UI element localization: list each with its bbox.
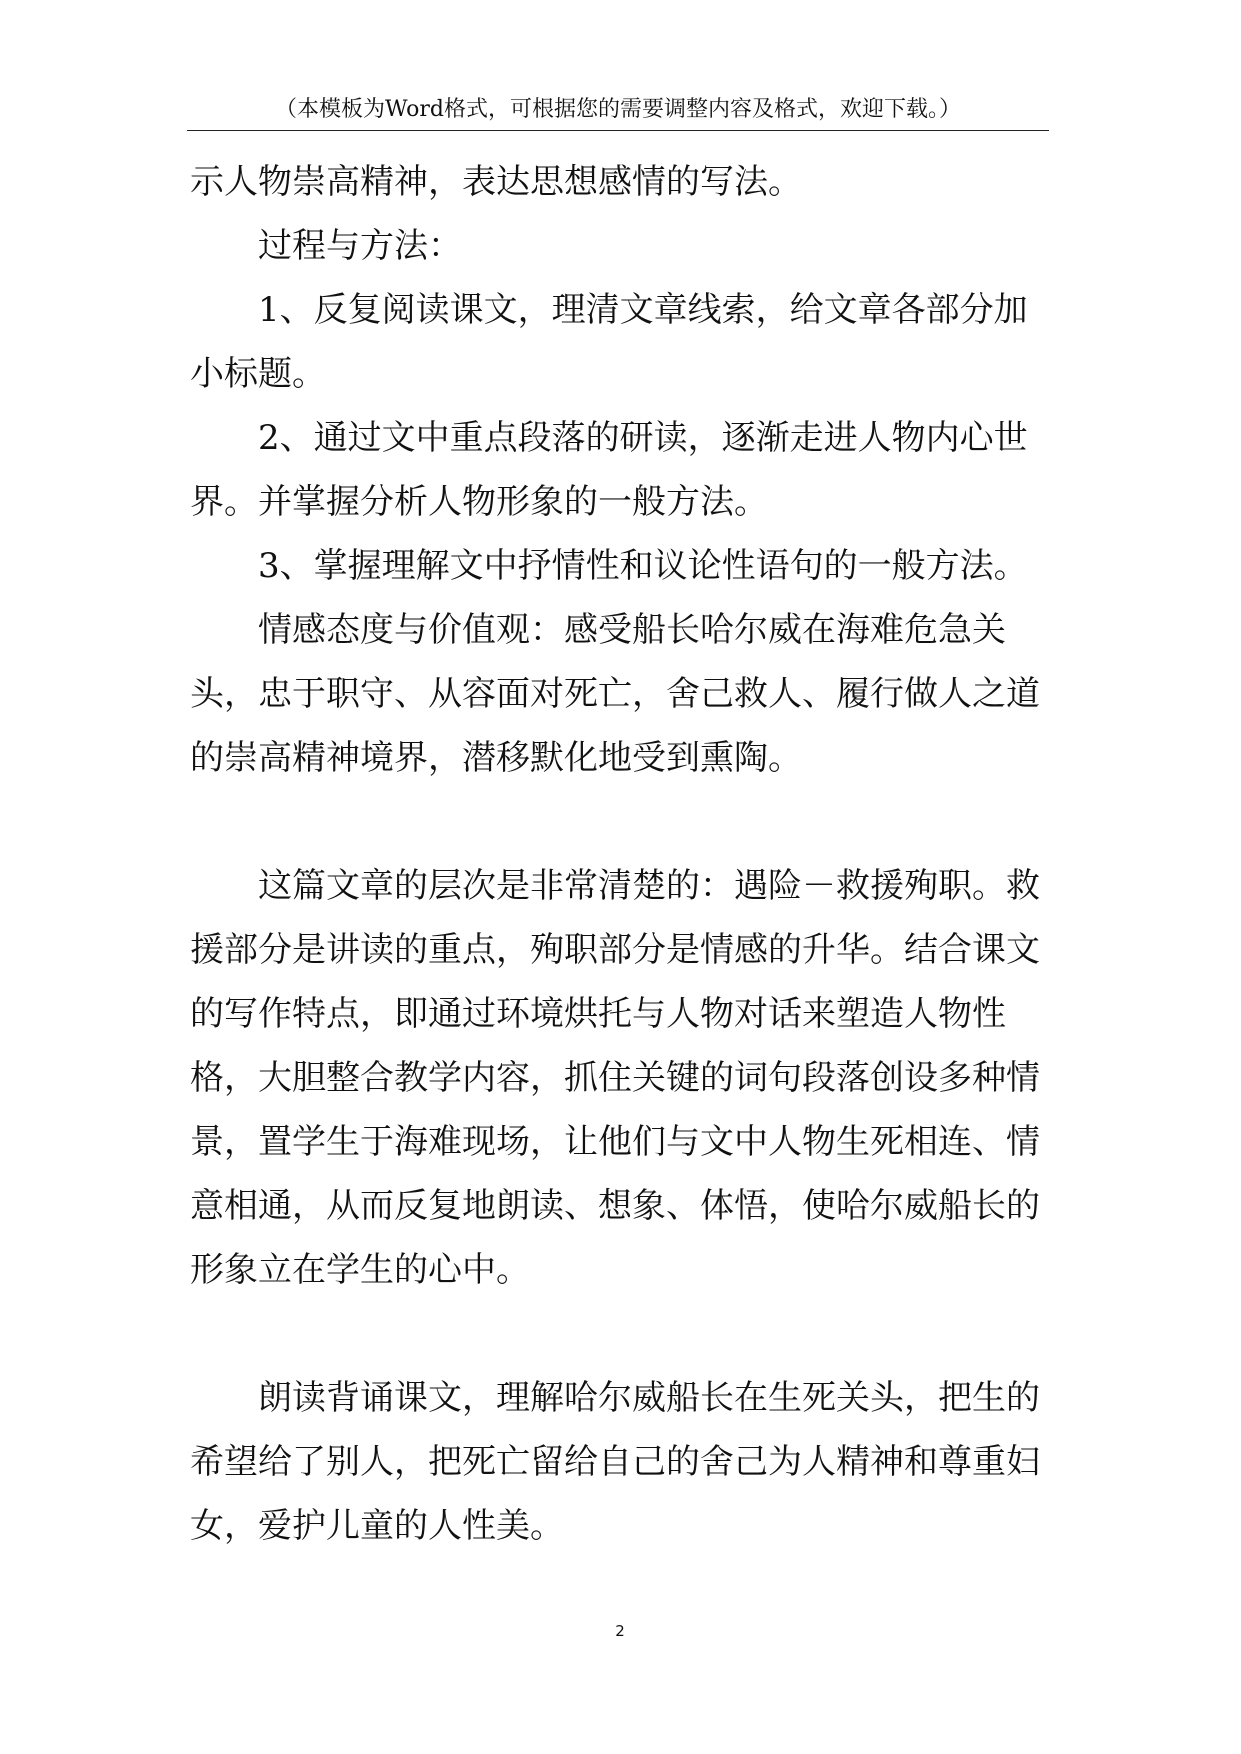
paragraph: 1、反复阅读课文，理清文章线索，给文章各部分加小标题。 bbox=[190, 290, 1028, 394]
paragraph: 示人物崇高精神，表达思想感情的写法。 bbox=[190, 162, 802, 202]
paragraph: 2、通过文中重点段落的研读，逐渐走进人物内心世界。并掌握分析人物形象的一般方法。 bbox=[190, 418, 1028, 522]
paragraph: 这篇文章的层次是非常清楚的：遇险－救援殉职。救援部分是讲读的重点，殉职部分是情感的升华。结合课文的写作特点，即通过环境烘托与人物对话来塑造人物性格，大胆整合教学内容，抓住关键的词句段落创设多种情景，置学生于海难现场，让他们与文中人物生死相连、情意相通，从而反复地朗读、想象、体悟，使哈尔威船长的形象立在学生的心中。 bbox=[190, 866, 1040, 1290]
paragraph: 朗读背诵课文，理解哈尔威船长在生死关头，把生的希望给了别人，把死亡留给自己的舍己为人精神和尊重妇女，爱护儿童的人性美。 bbox=[190, 1378, 1040, 1546]
header-divider bbox=[187, 130, 1049, 131]
paragraph: 情感态度与价值观：感受船长哈尔威在海难危急关头，忠于职守、从容面对死亡，舍己救人、履行做人之道的崇高精神境界，潜移默化地受到熏陶。 bbox=[190, 610, 1040, 778]
page-number: 2 bbox=[615, 1622, 625, 1640]
paragraph: 3、掌握理解文中抒情性和议论性语句的一般方法。 bbox=[258, 546, 1028, 586]
document-body bbox=[190, 150, 1058, 1558]
paragraph: 过程与方法： bbox=[258, 226, 462, 266]
page-header: （本模板为Word格式，可根据您的需要调整内容及格式，欢迎下载。） bbox=[275, 97, 961, 122]
